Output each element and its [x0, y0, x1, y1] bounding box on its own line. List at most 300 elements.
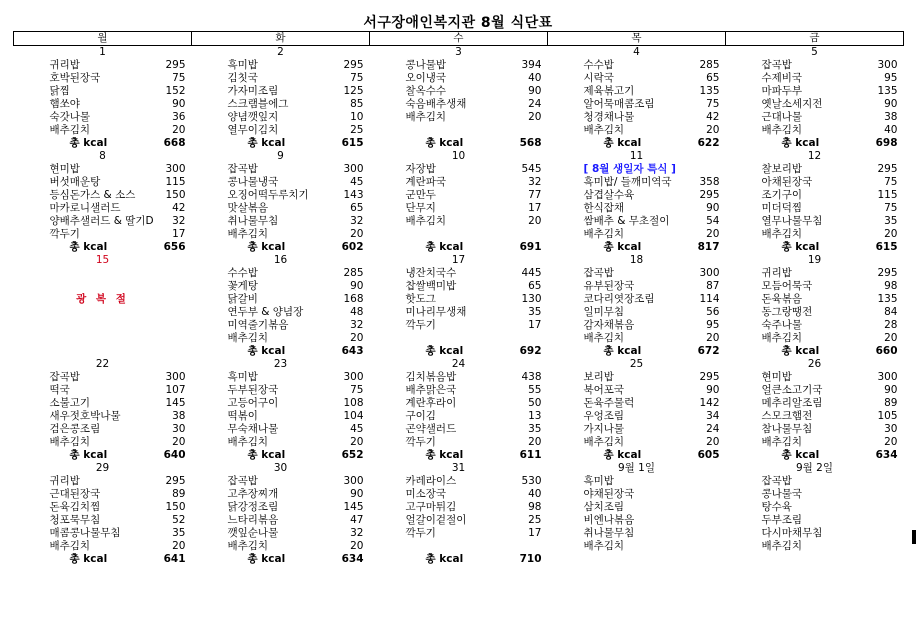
dish-name: 닭갈비	[227, 293, 258, 305]
dish-kcal	[864, 475, 898, 488]
dish-name: 맛살볶음	[227, 202, 269, 214]
menu-item-row	[14, 306, 904, 319]
dish-kcal: 38	[884, 111, 898, 123]
menu-cell	[192, 332, 370, 345]
menu-cell	[548, 176, 726, 189]
dish-name: 단무지	[405, 202, 436, 214]
dish-name: 양배추샐러드 & 딸기D	[49, 215, 154, 227]
menu-cell	[370, 293, 548, 306]
dish-name: 미더덕찜	[761, 202, 803, 214]
dish-kcal: 438	[521, 371, 542, 383]
date-cell: 8	[99, 150, 106, 162]
date-row	[14, 150, 904, 163]
dish-kcal	[686, 514, 720, 527]
dish-name: 햄쏘야	[49, 98, 80, 110]
total-kcal: 691	[519, 241, 542, 253]
date-row	[14, 462, 904, 475]
dish-kcal: 90	[528, 85, 542, 97]
menu-cell	[726, 514, 904, 527]
date-cell: 5	[811, 46, 818, 58]
dish-kcal: 20	[706, 124, 720, 136]
dish-kcal: 20	[884, 332, 898, 344]
dish-kcal: 90	[350, 280, 364, 292]
dish-name: 곤약샐러드	[405, 423, 457, 435]
menu-cell	[370, 85, 548, 98]
menu-cell	[726, 527, 904, 540]
date-cell: 23	[273, 358, 288, 370]
dish-kcal: 114	[699, 293, 720, 305]
dish-kcal: 285	[343, 267, 364, 279]
date-cell: 10	[451, 150, 466, 162]
dish-kcal: 168	[343, 293, 364, 305]
dish-name: 등심돈가스 & 소스	[49, 189, 136, 201]
holiday-label: 광 복 절	[76, 293, 129, 305]
date-row	[14, 46, 904, 60]
menu-cell	[370, 436, 548, 449]
menu-cell	[548, 85, 726, 98]
date-cell: 25	[629, 358, 644, 370]
dish-kcal: 65	[528, 280, 542, 292]
dish-name: 취나물무침	[583, 527, 635, 539]
total-kcal: 660	[875, 345, 898, 357]
menu-cell	[192, 306, 370, 319]
menu-cell	[192, 423, 370, 436]
dish-kcal: 24	[528, 98, 542, 110]
menu-cell	[370, 332, 548, 345]
dish-kcal: 90	[706, 202, 720, 214]
dish-name: 삼겹살수육	[583, 189, 635, 201]
dish-kcal: 47	[350, 514, 364, 526]
dish-name: 청포묵무침	[49, 514, 101, 526]
menu-cell	[726, 202, 904, 215]
dish-name: 얼큰소고기국	[761, 384, 823, 396]
total-cell	[548, 553, 726, 566]
total-row	[14, 345, 904, 358]
dish-name: 시락국	[583, 72, 614, 84]
weekday-header: 화	[192, 32, 370, 46]
date-cell: 16	[273, 254, 288, 266]
menu-cell	[548, 228, 726, 241]
menu-cell	[548, 514, 726, 527]
menu-item-row	[14, 501, 904, 514]
dish-kcal: 65	[350, 202, 364, 214]
dish-name: 배추김치	[227, 540, 269, 552]
dish-name: 북어포국	[583, 384, 625, 396]
dish-kcal: 90	[884, 98, 898, 110]
dish-name: 핫도그	[405, 293, 436, 305]
dish-kcal: 300	[343, 475, 364, 487]
dish-name: 근대나물	[761, 111, 803, 123]
dish-name: 청경채나물	[583, 111, 635, 123]
menu-item-row	[14, 384, 904, 397]
dish-kcal: 98	[528, 501, 542, 513]
dish-kcal: 75	[706, 98, 720, 110]
dish-kcal: 75	[172, 72, 186, 84]
dish-name: 김치볶음밥	[405, 371, 457, 383]
dish-kcal	[686, 475, 720, 488]
menu-cell	[370, 280, 548, 293]
menu-cell	[726, 163, 904, 176]
total-label: 총 kcal	[781, 137, 820, 149]
menu-cell	[548, 436, 726, 449]
dish-name: 배추김치	[227, 436, 269, 448]
menu-cell	[14, 488, 192, 501]
dish-name: 콩나물냉국	[227, 176, 279, 188]
dish-name: 우엉조림	[583, 410, 625, 422]
menu-cell	[548, 202, 726, 215]
total-cell	[548, 241, 726, 254]
scrollbar-marker[interactable]	[912, 530, 916, 544]
total-kcal: 672	[697, 345, 720, 357]
dish-kcal: 300	[343, 371, 364, 383]
dish-kcal: 56	[706, 306, 720, 318]
dish-kcal: 42	[706, 111, 720, 123]
menu-cell	[726, 72, 904, 85]
menu-cell	[548, 397, 726, 410]
dish-name: 닭찜	[49, 85, 70, 97]
dish-name: 두부된장국	[227, 384, 279, 396]
total-cell	[14, 241, 192, 254]
menu-cell	[548, 293, 726, 306]
menu-cell	[726, 540, 904, 553]
menu-cell	[548, 488, 726, 501]
menu-cell	[726, 423, 904, 436]
date-row	[14, 358, 904, 371]
menu-item-row	[14, 319, 904, 332]
dish-name: 매콤콩나물무침	[49, 527, 121, 539]
menu-cell	[548, 423, 726, 436]
date-cell: 9	[277, 150, 284, 162]
total-cell	[370, 449, 548, 462]
menu-cell	[726, 85, 904, 98]
total-kcal: 634	[875, 449, 898, 461]
dish-kcal: 17	[528, 527, 542, 539]
total-kcal: 602	[341, 241, 364, 253]
dish-name: 다시마채무침	[761, 527, 823, 539]
menu-cell	[192, 540, 370, 553]
dish-kcal: 89	[172, 488, 186, 500]
dish-name: 숙주나물	[761, 319, 803, 331]
menu-cell	[370, 514, 548, 527]
menu-item-row	[14, 59, 904, 72]
dish-kcal: 20	[350, 540, 364, 552]
dish-name: 참나물무침	[761, 423, 813, 435]
dish-kcal: 295	[165, 475, 186, 487]
dish-name: 찰보리밥	[761, 163, 803, 175]
total-kcal: 605	[697, 449, 720, 461]
menu-cell	[14, 527, 192, 540]
dish-kcal: 135	[699, 85, 720, 97]
menu-cell	[370, 111, 548, 124]
total-label: 총 kcal	[425, 449, 464, 461]
total-cell	[726, 553, 904, 566]
menu-cell	[548, 189, 726, 202]
dish-name: 두부조림	[761, 514, 803, 526]
dish-name: 보리밥	[583, 371, 614, 383]
dish-name: 검은콩조림	[49, 423, 101, 435]
menu-cell	[14, 267, 192, 280]
menu-item-row	[14, 176, 904, 189]
dish-name: 수수밥	[583, 59, 614, 71]
menu-cell	[192, 397, 370, 410]
menu-cell	[370, 397, 548, 410]
menu-item-row	[14, 280, 904, 293]
menu-cell	[548, 371, 726, 384]
menu-cell	[726, 436, 904, 449]
dish-kcal: 107	[165, 384, 186, 396]
dish-name: 찰옥수수	[405, 85, 447, 97]
menu-cell	[370, 189, 548, 202]
menu-cell	[548, 384, 726, 397]
menu-cell	[14, 85, 192, 98]
total-label: 총 kcal	[69, 449, 108, 461]
menu-cell	[726, 228, 904, 241]
dish-kcal	[686, 527, 720, 540]
menu-cell	[192, 488, 370, 501]
date-cell: 2	[277, 46, 284, 58]
dish-name: 가지나물	[583, 423, 625, 435]
dish-name: 수제비국	[761, 72, 803, 84]
dish-name: 고추장찌개	[227, 488, 279, 500]
total-kcal: 634	[341, 553, 364, 565]
menu-cell	[370, 124, 548, 137]
menu-cell	[726, 280, 904, 293]
dish-kcal: 20	[172, 124, 186, 136]
menu-cell	[370, 228, 548, 241]
menu-cell	[548, 306, 726, 319]
dish-kcal: 394	[521, 59, 542, 71]
menu-cell	[192, 267, 370, 280]
dish-kcal: 20	[172, 540, 186, 552]
menu-item-row	[14, 85, 904, 98]
dish-name: 냉잔치국수	[405, 267, 457, 279]
date-cell: 15	[95, 254, 110, 266]
menu-item-row	[14, 423, 904, 436]
menu-item-row	[14, 228, 904, 241]
total-kcal: 615	[341, 137, 364, 149]
total-cell	[726, 241, 904, 254]
dish-name: 쌈배추 & 무초절이	[583, 215, 670, 227]
dish-name: 아채된장국	[761, 176, 813, 188]
total-cell	[192, 345, 370, 358]
date-cell: 31	[451, 462, 466, 474]
total-cell	[726, 137, 904, 150]
dish-name: 알어묵매콤조림	[583, 98, 655, 110]
dish-name: 배추김치	[583, 436, 625, 448]
dish-kcal: 75	[350, 72, 364, 84]
menu-cell	[370, 72, 548, 85]
dish-kcal: 75	[350, 384, 364, 396]
dish-name: 열무이김치	[227, 124, 279, 136]
dish-kcal: 32	[350, 319, 364, 331]
menu-cell	[192, 228, 370, 241]
dish-name: 떡국	[49, 384, 70, 396]
menu-cell	[14, 397, 192, 410]
date-cell: 30	[273, 462, 288, 474]
dish-name: 오징어떡두루치기	[227, 189, 309, 201]
dish-kcal: 17	[172, 228, 186, 240]
dish-kcal: 300	[877, 59, 898, 71]
dish-kcal: 20	[350, 228, 364, 240]
dish-name: 배추김치	[227, 332, 269, 344]
dish-name: 옛날소세지전	[761, 98, 823, 110]
menu-cell	[726, 319, 904, 332]
menu-cell	[192, 527, 370, 540]
dish-name: 배추김치	[583, 124, 625, 136]
dish-name: 유부된장국	[583, 280, 635, 292]
menu-cell	[192, 85, 370, 98]
total-cell	[14, 137, 192, 150]
dish-name: 열무나물무침	[761, 215, 823, 227]
menu-cell	[726, 98, 904, 111]
menu-item-row	[14, 410, 904, 423]
menu-cell	[14, 98, 192, 111]
dish-name: 연두부 & 양념장	[227, 306, 304, 318]
dish-name: 비엔나볶음	[583, 514, 635, 526]
dish-kcal: 24	[706, 423, 720, 435]
total-label: 총 kcal	[69, 553, 108, 565]
total-cell	[726, 449, 904, 462]
dish-name: 마파두부	[761, 85, 803, 97]
menu-cell	[370, 306, 548, 319]
dish-name: 돈육주물럭	[583, 397, 635, 409]
dish-kcal: 115	[165, 176, 186, 188]
menu-cell	[548, 59, 726, 72]
date-cell: 4	[633, 46, 640, 58]
dish-kcal: 20	[350, 436, 364, 448]
weekday-header: 수	[370, 32, 548, 46]
dish-name: 잡곡밥	[227, 163, 258, 175]
total-label: 총 kcal	[781, 449, 820, 461]
menu-cell	[548, 501, 726, 514]
dish-name: 배추김치	[583, 540, 625, 552]
menu-cell	[370, 59, 548, 72]
dish-kcal: 65	[706, 72, 720, 84]
menu-cell	[14, 475, 192, 488]
total-label: 총 kcal	[247, 345, 286, 357]
dish-name: 배추맑은국	[405, 384, 457, 396]
weekday-header: 월	[14, 32, 192, 46]
menu-item-row	[14, 371, 904, 384]
dish-kcal: 143	[343, 189, 364, 201]
dish-kcal: 90	[706, 384, 720, 396]
menu-cell	[14, 410, 192, 423]
dish-kcal	[864, 514, 898, 527]
dish-kcal: 295	[165, 59, 186, 71]
total-cell	[548, 345, 726, 358]
dish-kcal: 300	[165, 163, 186, 175]
dish-name: 감자채볶음	[583, 319, 635, 331]
dish-name: 현미밥	[761, 371, 792, 383]
dish-name: 배추김치	[761, 228, 803, 240]
dish-kcal: 90	[350, 488, 364, 500]
dish-kcal: 152	[165, 85, 186, 97]
menu-cell	[192, 124, 370, 137]
total-kcal: 615	[875, 241, 898, 253]
menu-item-row	[14, 332, 904, 345]
total-kcal: 668	[163, 137, 186, 149]
menu-cell	[726, 215, 904, 228]
total-cell	[192, 449, 370, 462]
dish-kcal	[686, 488, 720, 501]
dish-name: 배추김치	[761, 436, 803, 448]
dish-name: 탕수육	[761, 501, 792, 513]
total-kcal: 611	[519, 449, 542, 461]
dish-name: 배추김치	[583, 228, 625, 240]
menu-cell	[192, 280, 370, 293]
dish-name: 무숙채나물	[227, 423, 279, 435]
dish-kcal: 75	[884, 202, 898, 214]
menu-cell	[548, 410, 726, 423]
dish-kcal: 90	[172, 98, 186, 110]
total-label: 총 kcal	[425, 137, 464, 149]
menu-cell	[192, 163, 370, 176]
dish-name: 흑미밥	[227, 59, 258, 71]
dish-name: 조기구이	[761, 189, 803, 201]
menu-item-row	[14, 527, 904, 540]
dish-kcal: 48	[350, 306, 364, 318]
dish-name: 배추김치	[761, 332, 803, 344]
menu-cell	[370, 488, 548, 501]
dish-kcal: 32	[350, 527, 364, 539]
dish-name: 미소장국	[405, 488, 447, 500]
dish-name: 귀리밥	[49, 59, 80, 71]
dish-kcal: 20	[706, 228, 720, 240]
menu-cell	[726, 124, 904, 137]
dish-kcal: 34	[706, 410, 720, 422]
dish-name: 코다리엿장조림	[583, 293, 655, 305]
total-kcal: 641	[163, 553, 186, 565]
menu-cell	[548, 475, 726, 488]
total-label: 총 kcal	[603, 137, 642, 149]
total-cell	[192, 553, 370, 566]
dish-kcal: 50	[528, 397, 542, 409]
dish-name: 귀리밥	[761, 267, 792, 279]
menu-cell	[14, 202, 192, 215]
menu-item-row	[14, 540, 904, 553]
dish-name: 양념깻잎지	[227, 111, 279, 123]
dish-name: 잡곡밥	[761, 475, 792, 487]
menu-cell	[14, 163, 192, 176]
dish-name: 자장밥	[405, 163, 436, 175]
menu-cell	[548, 332, 726, 345]
menu-item-row	[14, 202, 904, 215]
menu-cell	[192, 189, 370, 202]
dish-kcal: 85	[350, 98, 364, 110]
menu-cell	[370, 202, 548, 215]
dish-kcal: 32	[528, 176, 542, 188]
menu-cell	[548, 540, 726, 553]
menu-cell	[14, 72, 192, 85]
dish-name: 미역줄기볶음	[227, 319, 289, 331]
weekday-header: 금	[726, 32, 904, 46]
menu-cell	[192, 371, 370, 384]
dish-name: 버섯매운탕	[49, 176, 101, 188]
menu-item-row	[14, 189, 904, 202]
date-cell: 26	[807, 358, 822, 370]
menu-cell	[370, 384, 548, 397]
date-cell: 12	[807, 150, 822, 162]
dish-kcal: 145	[165, 397, 186, 409]
dish-name: 숙음배추생채	[405, 98, 467, 110]
total-label: 총 kcal	[603, 345, 642, 357]
dish-kcal: 84	[884, 306, 898, 318]
dish-kcal: 285	[699, 59, 720, 71]
dish-kcal: 108	[343, 397, 364, 409]
dish-kcal: 52	[172, 514, 186, 526]
menu-cell	[192, 111, 370, 124]
menu-cell	[192, 202, 370, 215]
